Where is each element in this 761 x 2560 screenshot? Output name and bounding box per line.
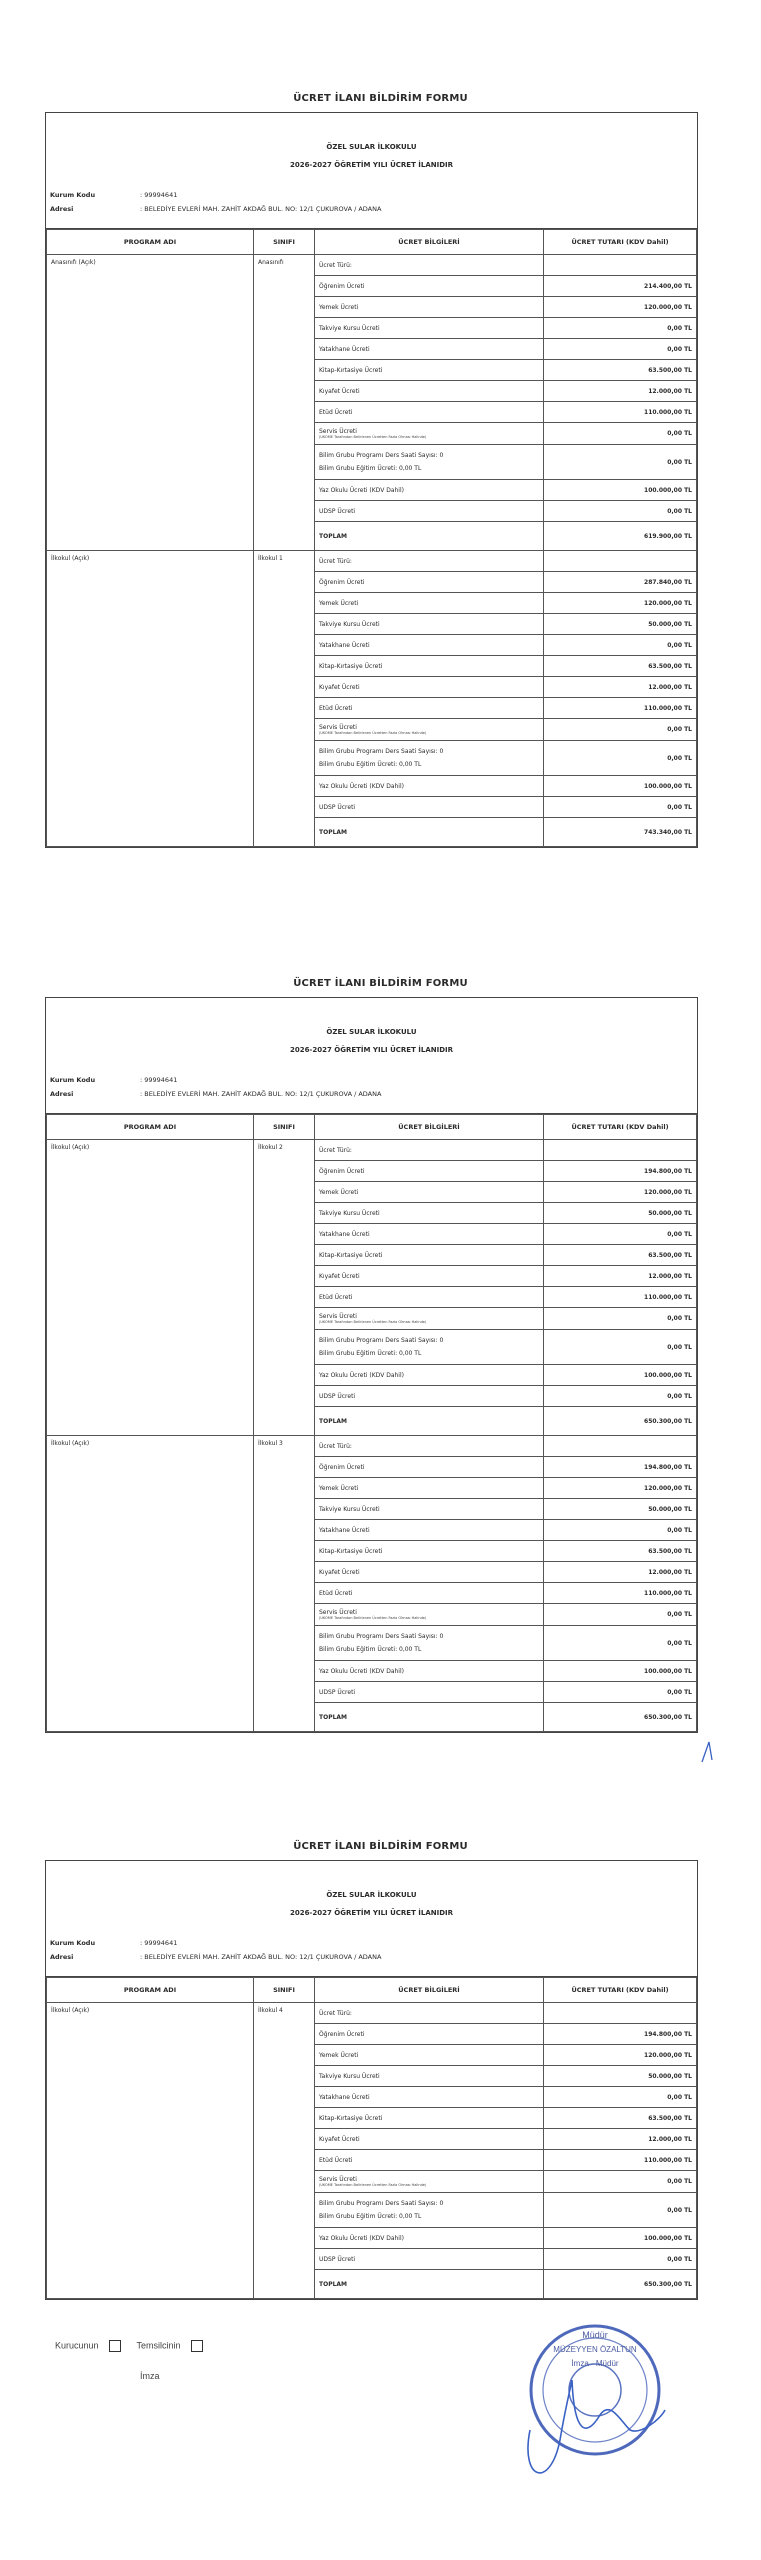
fee-cell-ogrenim [315,1457,544,1478]
column-header: PROGRAM ADI [47,1978,254,2003]
fee-amount-yemek: 120.000,00 TL [544,1182,697,1203]
fee-label: Kıyafet Ücreti [319,683,360,691]
kurucunun-checkbox[interactable] [109,2340,121,2352]
fee-cell-kiyafet [315,381,544,402]
fee-amount-ogrenim: 287.840,00 TL [544,572,697,593]
fee-label: Bilim Grubu Programı Ders Saati Sayısı: 0 [319,452,444,459]
fee-cell-servis [315,2171,544,2193]
fee-amount-kitap: 63.500,00 TL [544,2108,697,2129]
column-header: SINIFI [254,1115,315,1140]
program-name: İlkokul (Açık) [47,551,254,847]
fee-label: Servis Ücreti [319,428,357,435]
fee-cell-kitap [315,656,544,677]
adres-label: Adresi [50,205,74,213]
fee-amount-udsp: 0,00 TL [544,501,697,522]
fee-amount-kitap: 63.500,00 TL [544,656,697,677]
fee-label: Bilim Grubu Programı Ders Saati Sayısı: 0 [319,1633,444,1640]
fee-cell-etud [315,1287,544,1308]
fee-amount-kiyafet: 12.000,00 TL [544,2129,697,2150]
fee-cell-toplam [315,818,544,847]
fee-amount-takviye: 50.000,00 TL [544,1203,697,1224]
fee-label: Kıyafet Ücreti [319,1568,360,1576]
form-page-2 [0,977,761,1721]
adres-row [50,205,381,213]
fee-table [46,1977,697,2299]
fee-table [46,1114,697,1732]
fee-label: Yatakhane Ücreti [319,641,370,649]
fee-amount-servis: 0,00 TL [544,719,697,741]
fee-cell-ogrenim [315,1161,544,1182]
fee-cell-bilim [315,1330,544,1365]
school-name: ÖZEL SULAR İLKOKULU [326,1891,417,1899]
fee-cell-yatakhane [315,2087,544,2108]
fee-amount-toplam: 650.300,00 TL [544,2270,697,2299]
class-name: Anasınıfı [254,255,315,551]
fee-cell-yemek [315,1182,544,1203]
imza-label: İmza [140,2371,160,2381]
fee-label: Takviye Kursu Ücreti [319,1505,380,1513]
fee-cell-etud [315,2150,544,2171]
stamp-line-2: MÜZEYYEN ÖZALTUN [553,2345,637,2354]
fee-cell-yemek [315,2045,544,2066]
fee-cell-etud [315,698,544,719]
fee-cell-kitap [315,360,544,381]
table-row [47,1436,697,1457]
fee-amount-yatakhane: 0,00 TL [544,2087,697,2108]
fee-cell-bilim [315,445,544,480]
fee-amount-ucret_turu [544,1436,697,1457]
fee-label: Takviye Kursu Ücreti [319,620,380,628]
fee-cell-udsp [315,1386,544,1407]
kurum-kodu-label: Kurum Kodu [50,1076,96,1084]
fee-label: Yemek Ücreti [319,599,359,607]
fee-cell-servis [315,423,544,445]
fee-label: Kitap-Kırtasiye Ücreti [319,1547,383,1555]
fee-amount-etud: 110.000,00 TL [544,1583,697,1604]
fee-cell-toplam [315,1407,544,1436]
fee-amount-etud: 110.000,00 TL [544,2150,697,2171]
form-header [46,113,697,229]
form-page-1 [0,92,761,836]
fee-label: Yemek Ücreti [319,2051,359,2059]
fee-cell-ogrenim [315,2024,544,2045]
column-header: ÜCRET BİLGİLERİ [315,1978,544,2003]
fee-note: (UKOME Tarafından Belirlenen Ücretten Fazla Olması Halinde) [319,731,427,735]
fee-cell-yaz [315,776,544,797]
fee-label: Servis Ücreti [319,1313,357,1320]
column-header: ÜCRET TUTARI (KDV Dahil) [544,1978,697,2003]
fee-label: UDSP Ücreti [319,507,356,515]
stamp-line-3: İmza - Müdür [571,2359,619,2368]
kurum-kodu-label: Kurum Kodu [50,1939,96,1947]
fee-amount-ogrenim: 214.400,00 TL [544,276,697,297]
school-name: ÖZEL SULAR İLKOKULU [326,143,417,151]
fee-cell-yatakhane [315,635,544,656]
fee-label: Kıyafet Ücreti [319,387,360,395]
official-stamp-icon [490,2310,690,2510]
fee-label: Yatakhane Ücreti [319,1526,370,1534]
fee-label: Etüd Ücreti [319,704,353,712]
table-row [47,1140,697,1161]
adres-label: Adresi [50,1953,74,1961]
column-header: ÜCRET BİLGİLERİ [315,1115,544,1140]
fee-amount-kitap: 63.500,00 TL [544,1541,697,1562]
fee-label: Öğrenim Ücreti [319,578,365,586]
fee-amount-takviye: 50.000,00 TL [544,2066,697,2087]
fee-label: TOPLAM [319,828,348,836]
kurum-kodu-row [50,1939,177,1947]
fee-cell-ogrenim [315,276,544,297]
fee-amount-bilim: 0,00 TL [544,2193,697,2228]
form-header [46,1861,697,1977]
fee-label: Etüd Ücreti [319,408,353,416]
fee-amount-ucret_turu [544,2003,697,2024]
fee-amount-yaz: 100.000,00 TL [544,1365,697,1386]
kurum-kodu-value: : 99994641 [140,191,178,199]
fee-cell-yemek [315,1478,544,1499]
fee-amount-kiyafet: 12.000,00 TL [544,1562,697,1583]
fee-cell-takviye [315,2066,544,2087]
fee-note: (UKOME Tarafından Belirlenen Ücretten Fazla Olması Halinde) [319,1320,427,1324]
fee-label: Yaz Okulu Ücreti (KDV Dahil) [319,2234,404,2242]
fee-cell-kiyafet [315,1562,544,1583]
fee-label: Takviye Kursu Ücreti [319,324,380,332]
fee-amount-servis: 0,00 TL [544,1308,697,1330]
fee-amount-kiyafet: 12.000,00 TL [544,677,697,698]
fee-amount-udsp: 0,00 TL [544,1386,697,1407]
fee-amount-kitap: 63.500,00 TL [544,1245,697,1266]
fee-cell-yemek [315,593,544,614]
fee-note: (UKOME Tarafından Belirlenen Ücretten Fazla Olması Halinde) [319,435,427,439]
fee-amount-kiyafet: 12.000,00 TL [544,381,697,402]
adres-value: : BELEDİYE EVLERİ MAH. ZAHİT AKDAĞ BUL. NO: 12/1 ÇUKUROVA / ADANA [140,1090,382,1098]
program-name: İlkokul (Açık) [47,1140,254,1436]
fee-cell-toplam [315,2270,544,2299]
fee-amount-udsp: 0,00 TL [544,1682,697,1703]
fee-label: Bilim Grubu Eğitim Ücreti: 0,00 TL [319,1350,422,1357]
kurum-kodu-value: : 99994641 [140,1076,178,1084]
fee-amount-etud: 110.000,00 TL [544,1287,697,1308]
school-name: ÖZEL SULAR İLKOKULU [326,1028,417,1036]
fee-amount-yatakhane: 0,00 TL [544,1224,697,1245]
fee-label: Öğrenim Ücreti [319,2030,365,2038]
fee-label: Servis Ücreti [319,1609,357,1616]
fee-amount-servis: 0,00 TL [544,2171,697,2193]
fee-cell-kitap [315,1541,544,1562]
form-frame [45,112,698,848]
fee-amount-yatakhane: 0,00 TL [544,1520,697,1541]
stamp-line-1: Müdür [582,2330,608,2340]
table-row [47,551,697,572]
fee-amount-yaz: 100.000,00 TL [544,480,697,501]
fee-cell-kitap [315,2108,544,2129]
fee-amount-ogrenim: 194.800,00 TL [544,1457,697,1478]
fee-label: Kıyafet Ücreti [319,2135,360,2143]
year-title: 2026-2027 ÖĞRETİM YILI ÜCRET İLANIDIR [289,1909,454,1917]
handwritten-mark-icon [700,1738,716,1764]
fee-cell-servis [315,719,544,741]
fee-label: Takviye Kursu Ücreti [319,2072,380,2080]
fee-amount-yatakhane: 0,00 TL [544,635,697,656]
fee-amount-yaz: 100.000,00 TL [544,776,697,797]
fee-amount-ogrenim: 194.800,00 TL [544,1161,697,1182]
fee-amount-yaz: 100.000,00 TL [544,2228,697,2249]
column-header: PROGRAM ADI [47,230,254,255]
fee-amount-ogrenim: 194.800,00 TL [544,2024,697,2045]
fee-amount-takviye: 50.000,00 TL [544,614,697,635]
fee-label: Ücret Türü: [319,1146,352,1154]
fee-amount-yemek: 120.000,00 TL [544,2045,697,2066]
fee-label: Etüd Ücreti [319,1589,353,1597]
fee-label: Bilim Grubu Eğitim Ücreti: 0,00 TL [319,761,422,768]
fee-cell-etud [315,1583,544,1604]
kurum-kodu-row [50,1076,177,1084]
fee-amount-yatakhane: 0,00 TL [544,339,697,360]
fee-amount-yaz: 100.000,00 TL [544,1661,697,1682]
fee-amount-yemek: 120.000,00 TL [544,297,697,318]
fee-amount-ucret_turu [544,551,697,572]
fee-label: TOPLAM [319,532,348,540]
fee-label: Yaz Okulu Ücreti (KDV Dahil) [319,1667,404,1675]
fee-label: Öğrenim Ücreti [319,282,365,290]
program-name: Anasınıfı (Açık) [47,255,254,551]
fee-label: Yaz Okulu Ücreti (KDV Dahil) [319,1371,404,1379]
fee-label: UDSP Ücreti [319,803,356,811]
fee-cell-yatakhane [315,339,544,360]
fee-amount-udsp: 0,00 TL [544,2249,697,2270]
column-header: PROGRAM ADI [47,1115,254,1140]
fee-label: Yatakhane Ücreti [319,345,370,353]
adres-row [50,1953,381,1961]
fee-cell-servis [315,1308,544,1330]
fee-label: Öğrenim Ücreti [319,1167,365,1175]
adres-value: : BELEDİYE EVLERİ MAH. ZAHİT AKDAĞ BUL. NO: 12/1 ÇUKUROVA / ADANA [140,1953,382,1961]
fee-label: UDSP Ücreti [319,1392,356,1400]
fee-cell-takviye [315,318,544,339]
fee-cell-takviye [315,1499,544,1520]
fee-label: Servis Ücreti [319,724,357,731]
fee-amount-yemek: 120.000,00 TL [544,593,697,614]
form-page-3 [0,1840,761,2288]
adres-row [50,1090,381,1098]
fee-label: Servis Ücreti [319,2176,357,2183]
table-row [47,255,697,276]
fee-cell-ucret_turu [315,1436,544,1457]
fee-cell-takviye [315,614,544,635]
fee-cell-yemek [315,297,544,318]
fee-cell-ucret_turu [315,2003,544,2024]
fee-cell-yaz [315,1661,544,1682]
fee-label: Bilim Grubu Programı Ders Saati Sayısı: 0 [319,2200,444,2207]
fee-amount-servis: 0,00 TL [544,1604,697,1626]
fee-label: UDSP Ücreti [319,1688,356,1696]
program-name: İlkokul (Açık) [47,1436,254,1732]
fee-label: TOPLAM [319,1713,348,1721]
fee-cell-udsp [315,1682,544,1703]
fee-cell-kiyafet [315,2129,544,2150]
fee-label: Kıyafet Ücreti [319,1272,360,1280]
fee-label: Yaz Okulu Ücreti (KDV Dahil) [319,782,404,790]
fee-label: Bilim Grubu Eğitim Ücreti: 0,00 TL [319,465,422,472]
class-name: İlkokul 3 [254,1436,315,1732]
fee-cell-servis [315,1604,544,1626]
fee-table [46,229,697,847]
fee-cell-ogrenim [315,572,544,593]
fee-label: Yaz Okulu Ücreti (KDV Dahil) [319,486,404,494]
kurum-kodu-label: Kurum Kodu [50,191,96,199]
fee-label: Yatakhane Ücreti [319,1230,370,1238]
fee-cell-udsp [315,797,544,818]
column-header: ÜCRET TUTARI (KDV Dahil) [544,1115,697,1140]
fee-label: Ücret Türü: [319,1442,352,1450]
column-header: SINIFI [254,1978,315,2003]
fee-cell-etud [315,402,544,423]
fee-cell-bilim [315,741,544,776]
fee-label: Ücret Türü: [319,261,352,269]
fee-cell-takviye [315,1203,544,1224]
column-header: ÜCRET BİLGİLERİ [315,230,544,255]
fee-amount-yemek: 120.000,00 TL [544,1478,697,1499]
kurum-kodu-value: : 99994641 [140,1939,178,1947]
fee-label: Bilim Grubu Eğitim Ücreti: 0,00 TL [319,2213,422,2220]
fee-cell-yaz [315,480,544,501]
fee-amount-etud: 110.000,00 TL [544,698,697,719]
fee-amount-toplam: 619.900,00 TL [544,522,697,551]
temsilcinin-label: Temsilcinin [136,2340,181,2351]
fee-label: TOPLAM [319,1417,348,1425]
fee-label: Bilim Grubu Programı Ders Saati Sayısı: 0 [319,1337,444,1344]
fee-cell-kiyafet [315,1266,544,1287]
fee-amount-bilim: 0,00 TL [544,1626,697,1661]
fee-cell-yatakhane [315,1224,544,1245]
class-name: İlkokul 1 [254,551,315,847]
fee-label: Yatakhane Ücreti [319,2093,370,2101]
fee-label: Kitap-Kırtasiye Ücreti [319,366,383,374]
fee-label: Etüd Ücreti [319,2156,353,2164]
fee-label: Yemek Ücreti [319,1188,359,1196]
year-title: 2026-2027 ÖĞRETİM YILI ÜCRET İLANIDIR [289,1046,454,1054]
fee-cell-ucret_turu [315,255,544,276]
fee-cell-yaz [315,2228,544,2249]
fee-label: Bilim Grubu Eğitim Ücreti: 0,00 TL [319,1646,422,1653]
fee-cell-udsp [315,2249,544,2270]
fee-amount-servis: 0,00 TL [544,423,697,445]
table-row [47,2003,697,2024]
fee-amount-bilim: 0,00 TL [544,1330,697,1365]
fee-cell-udsp [315,501,544,522]
fee-amount-bilim: 0,00 TL [544,445,697,480]
fee-amount-etud: 110.000,00 TL [544,402,697,423]
fee-amount-toplam: 650.300,00 TL [544,1407,697,1436]
fee-cell-bilim [315,1626,544,1661]
fee-cell-kitap [315,1245,544,1266]
fee-amount-kitap: 63.500,00 TL [544,360,697,381]
fee-amount-toplam: 650.300,00 TL [544,1703,697,1732]
fee-amount-toplam: 743.340,00 TL [544,818,697,847]
fee-amount-ucret_turu [544,1140,697,1161]
column-header: SINIFI [254,230,315,255]
fee-label: Yemek Ücreti [319,303,359,311]
class-name: İlkokul 4 [254,2003,315,2299]
fee-amount-takviye: 0,00 TL [544,318,697,339]
fee-label: Etüd Ücreti [319,1293,353,1301]
temsilcinin-checkbox[interactable] [191,2340,203,2352]
fee-amount-takviye: 50.000,00 TL [544,1499,697,1520]
fee-cell-ucret_turu [315,1140,544,1161]
fee-note: (UKOME Tarafından Belirlenen Ücretten Fazla Olması Halinde) [319,2183,427,2187]
fee-label: Kitap-Kırtasiye Ücreti [319,662,383,670]
form-frame [45,997,698,1733]
kurum-kodu-row [50,191,177,199]
fee-label: TOPLAM [319,2280,348,2288]
adres-label: Adresi [50,1090,74,1098]
fee-note: (UKOME Tarafından Belirlenen Ücretten Fazla Olması Halinde) [319,1616,427,1620]
fee-cell-toplam [315,522,544,551]
fee-amount-bilim: 0,00 TL [544,741,697,776]
form-frame [45,1860,698,2300]
adres-value: : BELEDİYE EVLERİ MAH. ZAHİT AKDAĞ BUL. NO: 12/1 ÇUKUROVA / ADANA [140,205,382,213]
fee-label: Takviye Kursu Ücreti [319,1209,380,1217]
fee-label: Ücret Türü: [319,2009,352,2017]
fee-cell-kiyafet [315,677,544,698]
kurucunun-label: Kurucunun [55,2340,99,2351]
fee-cell-toplam [315,1703,544,1732]
class-name: İlkokul 2 [254,1140,315,1436]
fee-label: Yemek Ücreti [319,1484,359,1492]
fee-cell-ucret_turu [315,551,544,572]
fee-amount-ucret_turu [544,255,697,276]
fee-cell-yaz [315,1365,544,1386]
signature-options [55,2340,219,2352]
fee-amount-udsp: 0,00 TL [544,797,697,818]
fee-label: Ücret Türü: [319,557,352,565]
fee-label: Kitap-Kırtasiye Ücreti [319,1251,383,1259]
fee-label: Kitap-Kırtasiye Ücreti [319,2114,383,2122]
form-title: ÜCRET İLANI BİLDİRİM FORMU [293,93,468,104]
fee-cell-bilim [315,2193,544,2228]
form-title: ÜCRET İLANI BİLDİRİM FORMU [293,978,468,989]
program-name: İlkokul (Açık) [47,2003,254,2299]
form-header [46,998,697,1114]
fee-amount-kiyafet: 12.000,00 TL [544,1266,697,1287]
form-title: ÜCRET İLANI BİLDİRİM FORMU [293,1841,468,1852]
fee-cell-yatakhane [315,1520,544,1541]
year-title: 2026-2027 ÖĞRETİM YILI ÜCRET İLANIDIR [289,161,454,169]
column-header: ÜCRET TUTARI (KDV Dahil) [544,230,697,255]
fee-label: UDSP Ücreti [319,2255,356,2263]
fee-label: Öğrenim Ücreti [319,1463,365,1471]
fee-label: Bilim Grubu Programı Ders Saati Sayısı: 0 [319,748,444,755]
